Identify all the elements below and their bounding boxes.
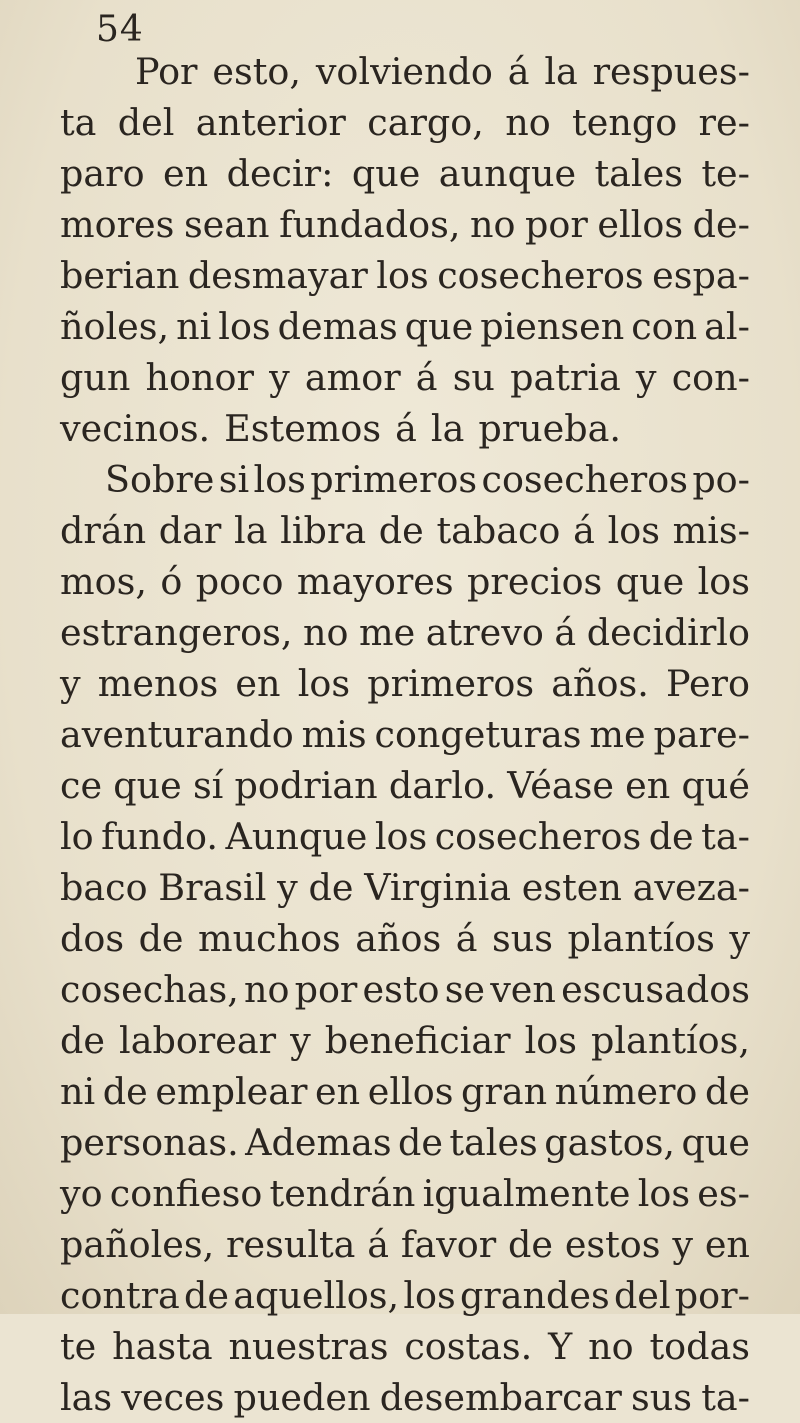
- word: mis: [301, 713, 367, 756]
- word: la: [234, 509, 268, 552]
- word: berian: [60, 254, 180, 297]
- word: años.: [551, 662, 649, 705]
- word: por: [525, 203, 588, 246]
- word: yo: [60, 1172, 103, 1215]
- word: las: [60, 1376, 113, 1419]
- word: Ademas: [245, 1121, 392, 1164]
- word: prueba.: [478, 407, 621, 450]
- word: de: [648, 815, 694, 858]
- word: por: [294, 968, 358, 1011]
- word: amor: [304, 356, 401, 399]
- word: número: [554, 1070, 698, 1113]
- word: decir:: [226, 152, 334, 195]
- word: gran: [461, 1070, 548, 1113]
- word: pare-: [653, 713, 750, 756]
- word: Brasil: [158, 866, 267, 909]
- word: Virginia: [364, 866, 512, 909]
- word: que: [113, 764, 182, 807]
- word: no: [303, 611, 349, 654]
- body-text: [60, 46, 750, 1423]
- text-line: [60, 913, 750, 964]
- word: drán: [60, 509, 147, 552]
- word: costas.: [404, 1325, 533, 1368]
- word: y: [290, 1019, 311, 1062]
- word: los: [374, 815, 428, 858]
- word: los: [253, 458, 306, 501]
- word: no: [243, 968, 290, 1011]
- word: los: [218, 305, 271, 348]
- word: desembarcar: [379, 1376, 622, 1419]
- word: cosecheros: [437, 254, 644, 297]
- word: fundados,: [279, 203, 461, 246]
- word: los: [697, 560, 750, 603]
- word: libra: [280, 509, 367, 552]
- word: estrangeros,: [60, 611, 293, 654]
- word: aunque: [438, 152, 577, 195]
- word: los: [376, 254, 429, 297]
- word: á: [415, 356, 438, 399]
- word: de: [397, 1121, 443, 1164]
- word: darlo.: [388, 764, 497, 807]
- word: Y: [548, 1325, 573, 1368]
- word: personas.: [60, 1121, 239, 1164]
- word: los: [297, 662, 351, 705]
- word: mores: [60, 203, 175, 246]
- word: es-: [697, 1172, 750, 1215]
- word: á: [507, 50, 530, 93]
- word: ni: [176, 305, 212, 348]
- word: la: [430, 407, 465, 450]
- text-line: [60, 709, 750, 760]
- text-line: [60, 1015, 750, 1066]
- word: sus: [492, 917, 553, 960]
- word: primeros: [310, 458, 478, 501]
- word: en: [163, 152, 209, 195]
- word: se: [444, 968, 486, 1011]
- word: en: [704, 1223, 750, 1266]
- word: laborear: [119, 1019, 277, 1062]
- word: ta-: [701, 1376, 750, 1419]
- word: re-: [698, 101, 750, 144]
- text-line: [60, 760, 750, 811]
- word: Aunque: [225, 815, 368, 858]
- word: esten: [521, 866, 622, 909]
- word: ta: [60, 101, 97, 144]
- text-line: [60, 1321, 750, 1372]
- text-line: [60, 352, 750, 403]
- word: menos: [97, 662, 219, 705]
- word: que: [351, 152, 421, 195]
- word: cosecheros: [481, 458, 688, 501]
- text-line: [60, 811, 750, 862]
- word: te-: [701, 152, 750, 195]
- word: á: [395, 407, 417, 450]
- word: aveza-: [632, 866, 750, 909]
- word: po-: [692, 458, 750, 501]
- word: podrian: [234, 764, 378, 807]
- text-line: [60, 148, 750, 199]
- word: Sobre: [105, 458, 215, 501]
- word: anterior: [195, 101, 346, 144]
- word: á: [554, 611, 577, 654]
- word: á: [367, 1223, 390, 1266]
- word: y: [277, 866, 298, 909]
- word: tales: [594, 152, 683, 195]
- word: ó: [160, 560, 183, 603]
- word: su: [452, 356, 495, 399]
- word: de: [184, 1274, 229, 1317]
- word: te: [60, 1325, 97, 1368]
- word: de: [508, 1223, 553, 1266]
- word: ven: [490, 968, 556, 1011]
- text-line: [60, 964, 750, 1015]
- word: y: [672, 1223, 693, 1266]
- word: esto: [362, 968, 440, 1011]
- text-line: [60, 1117, 750, 1168]
- word: contra: [60, 1274, 180, 1317]
- word: dar: [158, 509, 222, 552]
- word: pueden: [233, 1376, 371, 1419]
- word: escusados: [561, 968, 750, 1011]
- word: y: [729, 917, 750, 960]
- word: Véase: [507, 764, 614, 807]
- word: esto,: [212, 50, 301, 93]
- word: ñoles,: [60, 305, 170, 348]
- word: sus: [631, 1376, 692, 1419]
- word: muchos: [198, 917, 341, 960]
- text-line: [60, 1372, 750, 1423]
- word: poco: [195, 560, 284, 603]
- word: y: [269, 356, 290, 399]
- word: pañoles,: [60, 1223, 215, 1266]
- word: del: [613, 1274, 671, 1317]
- word: no: [588, 1325, 634, 1368]
- text-line: [60, 556, 750, 607]
- word: ellos: [597, 203, 684, 246]
- word: los: [637, 1172, 691, 1215]
- word: si: [218, 458, 250, 501]
- word: cosechas,: [60, 968, 239, 1011]
- word: en: [235, 662, 281, 705]
- text-line: [60, 505, 750, 556]
- word: la: [544, 50, 578, 93]
- word: de: [60, 1019, 105, 1062]
- word: tales: [449, 1121, 538, 1164]
- word: resulta: [226, 1223, 356, 1266]
- word: volviendo: [315, 50, 493, 93]
- word: en: [315, 1070, 361, 1113]
- word: ce: [60, 764, 103, 807]
- word: aventurando: [60, 713, 294, 756]
- word: demas: [277, 305, 398, 348]
- word: al-: [704, 305, 750, 348]
- word: ellos: [367, 1070, 454, 1113]
- word: sí: [192, 764, 224, 807]
- word: tendrán: [269, 1172, 416, 1215]
- word: y: [60, 662, 81, 705]
- word: no: [470, 203, 516, 246]
- word: Por: [135, 50, 198, 93]
- word: ta-: [701, 815, 750, 858]
- word: no: [505, 101, 551, 144]
- word: de-: [692, 203, 750, 246]
- word: por-: [674, 1274, 750, 1317]
- word: respues-: [592, 50, 750, 93]
- word: hasta: [112, 1325, 213, 1368]
- text-line: [60, 607, 750, 658]
- text-line: [60, 1270, 750, 1321]
- word: con-: [671, 356, 750, 399]
- word: atrevo: [425, 611, 544, 654]
- word: patria: [510, 356, 621, 399]
- word: decidirlo: [586, 611, 750, 654]
- word: piensen: [480, 305, 625, 348]
- word: confieso: [109, 1172, 263, 1215]
- word: cargo,: [367, 101, 484, 144]
- word: todas: [649, 1325, 750, 1368]
- word: vecinos.: [60, 407, 211, 450]
- word: baco: [60, 866, 148, 909]
- word: qué: [681, 764, 750, 807]
- word: mayores: [296, 560, 454, 603]
- word: del: [117, 101, 175, 144]
- word: tengo: [572, 101, 678, 144]
- word: años: [355, 917, 442, 960]
- word: tabaco: [436, 509, 561, 552]
- word: y: [635, 356, 657, 399]
- word: me: [359, 611, 416, 654]
- word: sean: [183, 203, 270, 246]
- word: grandes: [459, 1274, 610, 1317]
- text-line: [60, 1219, 750, 1270]
- word: dos: [60, 917, 125, 960]
- text-line: [60, 403, 750, 454]
- word: honor: [145, 356, 254, 399]
- word: de: [138, 917, 184, 960]
- word: primeros: [367, 662, 535, 705]
- word: plantíos,: [591, 1019, 750, 1062]
- word: ni: [60, 1070, 96, 1113]
- word: me: [589, 713, 646, 756]
- word: Pero: [666, 662, 750, 705]
- page-number: 54: [96, 9, 144, 50]
- word: aquellos,: [233, 1274, 400, 1317]
- word: que: [404, 305, 474, 348]
- word: veces: [121, 1376, 225, 1419]
- word: fundo.: [101, 815, 218, 858]
- word: favor: [400, 1223, 497, 1266]
- word: de: [308, 866, 354, 909]
- word: los: [607, 509, 660, 552]
- word: estos: [564, 1223, 661, 1266]
- word: mos,: [60, 560, 147, 603]
- word: desmayar: [187, 254, 368, 297]
- word: de: [102, 1070, 148, 1113]
- text-line: [60, 658, 750, 709]
- text-line: [60, 1168, 750, 1219]
- word: de: [705, 1070, 750, 1113]
- text-line: [60, 250, 750, 301]
- word: á: [573, 509, 595, 552]
- text-line: [60, 46, 750, 97]
- word: los: [524, 1019, 577, 1062]
- text-line: [60, 199, 750, 250]
- word: Estemos: [224, 407, 382, 450]
- word: con: [631, 305, 698, 348]
- word: plantíos: [567, 917, 715, 960]
- word: los: [403, 1274, 456, 1317]
- word: de: [378, 509, 424, 552]
- text-line: [60, 97, 750, 148]
- word: lo: [60, 815, 94, 858]
- word: en: [625, 764, 671, 807]
- text-line: [60, 1066, 750, 1117]
- word: cosecheros: [434, 815, 642, 858]
- word: á: [455, 917, 478, 960]
- word: paro: [60, 152, 145, 195]
- text-line: [60, 301, 750, 352]
- word: espa-: [652, 254, 750, 297]
- word: nuestras: [228, 1325, 389, 1368]
- text-line: [60, 454, 750, 505]
- word: igualmente: [422, 1172, 631, 1215]
- word: mis-: [672, 509, 750, 552]
- word: que: [615, 560, 685, 603]
- word: emplear: [155, 1070, 308, 1113]
- text-line: [60, 862, 750, 913]
- word: congeturas: [374, 713, 582, 756]
- word: que: [681, 1121, 750, 1164]
- word: beneficiar: [324, 1019, 511, 1062]
- word: precios: [467, 560, 603, 603]
- word: gastos,: [544, 1121, 676, 1164]
- word: gun: [60, 356, 131, 399]
